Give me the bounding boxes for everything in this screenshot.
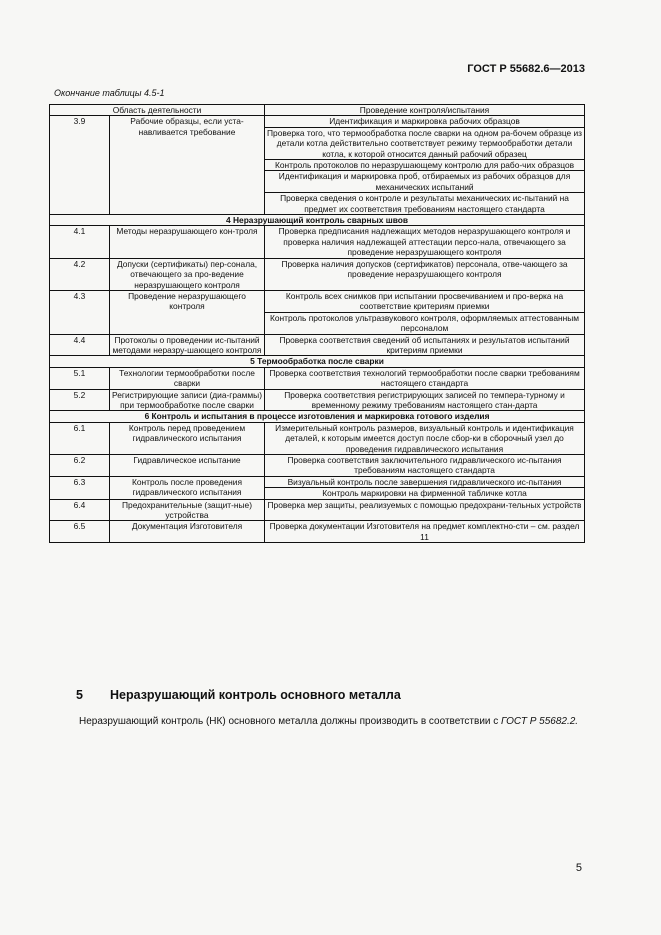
header-area: Область деятельности [50,105,265,116]
row-number: 4.2 [50,258,110,290]
section-row [50,215,585,226]
check-item: Идентификация и маркировка рабочих образцов [265,116,584,127]
row-area: Рабочие образцы, если уста-навливается требование [110,116,265,215]
check-item: Проверка предписания надлежащих методов неразрушающего контроля и проверка наличия надлежащей аттестации персо-нала, отвечающего за проведение неразрушающего контроля [278,226,571,258]
section-row [50,356,585,367]
section-row-title: 4 Неразрушающий контроль сварных швов [50,215,585,226]
row-number: 4.4 [50,334,110,356]
section-row-title: 5 Термообработка после сварки [50,356,585,367]
row-area: Контроль после проведения гидравлического испытания [110,476,265,499]
table-caption: Окончание таблицы 4.5-1 [54,88,165,98]
section-row [50,411,585,422]
section-row-title: 6 Контроль и испытания в процессе изготовления и маркировка готового изделия [50,411,585,422]
check-item: Проверка наличия допусков (сертификатов) персонала, отве-чающего за проведение неразрушающего контроля [281,258,568,280]
check-item: Контроль протоколов по неразрушающему контролю для рабо-чих образцов [265,160,584,171]
row-checks [265,422,585,454]
check-item: Контроль протоколов ультразвукового контроля, оформляемых аттестованным персоналом [269,312,580,334]
table-row [50,334,585,356]
row-area: Методы неразрушающего кон-троля [110,226,265,258]
row-number: 6.1 [50,422,110,454]
row-checks [265,258,585,290]
check-item: Проверка соответствия технологий термообработки после сварки требованиям настоящего стандарта [269,367,580,389]
row-number: 5.1 [50,367,110,389]
check-item: Проверка соответствия сведений об испытаниях и результатов испытаний критериям приемки [279,334,570,355]
paragraph-text: Неразрушающий контроль (НК) основного металла должны производить в соответствии с [79,716,499,727]
row-number: 4.3 [50,290,110,334]
row-number: 6.4 [50,499,110,521]
row-area: Контроль перед проведением гидравлического испытания [110,422,265,454]
table-header-row [50,105,585,116]
row-area: Регистрирующие записи (диа-граммы) при термообработке после сварки [110,389,265,411]
check-item: Проверка того, что термообработка после сварки на одном ра-бочем образце из детали котла действительно соответствует режиму термообработки детали котла, к которой относится данный рабочий образец [267,127,583,159]
table-row [50,521,585,543]
check-item: Проверка соответствия регистрирующих записей по темпера-турному и временному режиму требованиям настоящего стан-дарта [284,389,565,410]
section-heading [76,688,401,702]
check-item: Проверка сведения о контроле и результаты механических ис-пытаний на предмет их соответствия требованиям настоящего стандарта [280,193,569,214]
table-row [50,116,585,215]
table-row [50,258,585,290]
check-item: Измерительный контроль размеров, визуальный контроль и идентификация деталей, к которым имеется доступ после сбор-ки в сборочный узел до проведения гидравлического испытания [275,422,574,454]
section-number: 5 [76,688,83,702]
row-area: Проведение неразрушающего контроля [110,290,265,334]
check-item: Контроль всех снимков при испытании просвечиванием и про-верка на соответствие критериям приемки [265,291,584,313]
row-checks [265,334,585,356]
check-item: Идентификация и маркировка проб, отбираемых из рабочих образцов для механических испытаний [265,171,584,193]
row-checks [265,226,585,258]
row-area: Гидравлическое испытание [110,455,265,477]
row-area: Документация Изготовителя [110,521,265,543]
paragraph-reference: ГОСТ Р 55682.2. [501,716,579,727]
row-checks [265,389,585,411]
inspection-table [49,104,585,543]
row-area: Протоколы о проведении ис-пытаний методами неразру-шающего контроля [110,334,265,356]
table-row [50,389,585,411]
table-row [50,476,585,499]
row-number: 4.1 [50,226,110,258]
section-title: Неразрушающий контроль основного металла [110,688,401,702]
row-area: Допуски (сертификаты) пер-сонала, отвечающего за про-ведение неразрушающего контроля [110,258,265,290]
table-row [50,455,585,477]
row-number: 6.3 [50,476,110,499]
table-body [50,116,585,543]
table-row [50,422,585,454]
page-number: 5 [575,862,582,874]
check-item: Визуальный контроль после завершения гидравлического ис-пытания [265,477,584,488]
row-checks [265,367,585,389]
check-item: Проверка документации Изготовителя на предмет комплектно-сти – см. раздел 11 [269,521,580,542]
document-code: ГОСТ Р 55682.6—2013 [467,63,585,75]
table-row [50,290,585,334]
header-checks: Проведение контроля/испытания [265,105,585,116]
table-row [50,367,585,389]
row-area: Предохранительные (защит-ные) устройства [110,499,265,521]
row-area: Технологии термообработки после сварки [110,367,265,389]
row-number: 6.5 [50,521,110,543]
row-checks [265,116,585,215]
table-row [50,226,585,258]
section-paragraph [49,715,584,728]
check-item: Проверка соответствия заключительного гидравлического ис-пытания требованиям настоящего стандарта [287,455,562,476]
row-checks [265,476,585,499]
table-row [50,499,585,521]
row-checks [265,499,585,521]
row-checks [265,455,585,477]
row-number: 5.2 [50,389,110,411]
row-number: 3.9 [50,116,110,215]
row-checks [265,290,585,334]
check-item: Проверка мер защиты, реализуемых с помощью предохрани-тельных устройств [267,499,582,510]
check-item: Контроль маркировки на фирменной табличке котла [322,488,527,499]
row-number: 6.2 [50,455,110,477]
row-checks [265,521,585,543]
